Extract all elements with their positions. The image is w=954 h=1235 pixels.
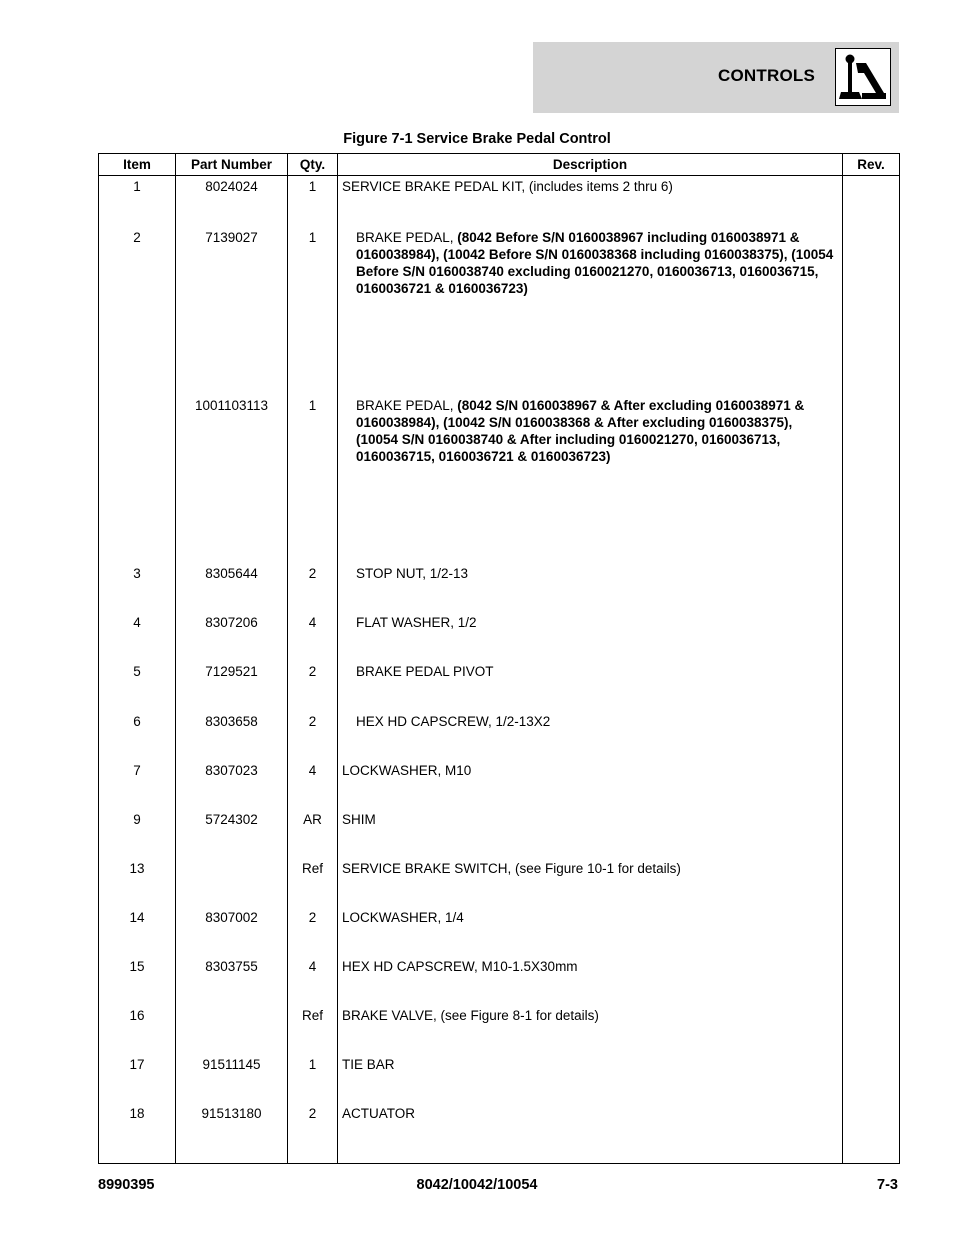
description-text: STOP NUT, 1/2-13 [356, 566, 469, 582]
cell-rev [843, 908, 900, 957]
cell-qty: 2 [288, 1104, 338, 1153]
description-serial-range: (8042 Before S/N 0160038967 including 0160038971 & 0160038984), (10042 Before S/N 0160038368 including 0160038375), (10054 Before S/N 0160038740 excluding 0160021270, 0160036713, 0160036715, 0160036721 & 0160036723) [356, 230, 834, 297]
cell-rev [843, 761, 900, 810]
cell-rev [843, 613, 900, 662]
cell-part-number: 1001103113 [176, 396, 288, 564]
cell-rev [843, 396, 900, 564]
table-row [99, 564, 900, 613]
table-row [99, 712, 900, 761]
section-title: CONTROLS [718, 66, 815, 85]
cell-item: 4 [99, 613, 176, 662]
cell-description [338, 176, 843, 229]
description-text: HEX HD CAPSCREW, M10-1.5X30mm [342, 958, 578, 974]
description-text: LOCKWASHER, M10 [342, 762, 472, 778]
description-text: LOCKWASHER, 1/4 [342, 909, 464, 925]
table-row [99, 1055, 900, 1104]
cell-rev [843, 1104, 900, 1153]
figure-title: Figure 7-1 Service Brake Pedal Control [343, 131, 611, 147]
footer-models: 8042/10042/10054 [416, 1177, 538, 1193]
table-row [99, 859, 900, 908]
table-row [99, 228, 900, 396]
cell-part-number: 91511145 [176, 1055, 288, 1104]
cell-item: 5 [99, 662, 176, 711]
table-row [99, 176, 900, 229]
cell-part-number: 8303755 [176, 957, 288, 1006]
cell-part-number: 7129521 [176, 662, 288, 711]
table-row [99, 1006, 900, 1055]
cell-part-number: 8307023 [176, 761, 288, 810]
cell-item: 6 [99, 712, 176, 761]
cell-rev [843, 176, 900, 229]
cell-qty: 4 [288, 613, 338, 662]
cell-qty: 2 [288, 712, 338, 761]
cell-qty: 2 [288, 908, 338, 957]
cell-description [338, 712, 843, 761]
table-row [99, 662, 900, 711]
table-row [99, 396, 900, 564]
description-text: SERVICE BRAKE SWITCH, (see Figure 10-1 for details) [342, 860, 681, 876]
cell-part-number [176, 859, 288, 908]
cell-qty: 1 [288, 176, 338, 229]
cell-rev [843, 228, 900, 396]
cell-rev [843, 810, 900, 859]
cell-qty: 1 [288, 1055, 338, 1104]
cell-description [338, 859, 843, 908]
cell-item: 1 [99, 176, 176, 229]
filler-cell [99, 1153, 176, 1164]
cell-description [338, 1055, 843, 1104]
filler-cell [288, 1153, 338, 1164]
cell-description [338, 957, 843, 1006]
cell-description [338, 228, 843, 396]
cell-part-number: 8307206 [176, 613, 288, 662]
joystick-lever-icon [835, 48, 891, 106]
cell-qty: 1 [288, 396, 338, 564]
column-header-part-number: Part Number [176, 154, 288, 176]
cell-part-number: 8024024 [176, 176, 288, 229]
description-text: FLAT WASHER, 1/2 [356, 615, 477, 631]
description-text: BRAKE PEDAL PIVOT [356, 664, 494, 680]
cell-item: 14 [99, 908, 176, 957]
table-row [99, 908, 900, 957]
table-header-row [99, 154, 900, 176]
description-text: ACTUATOR [342, 1105, 416, 1121]
cell-qty: 2 [288, 662, 338, 711]
section-header [533, 42, 899, 113]
filler-cell [176, 1153, 288, 1164]
description-text: HEX HD CAPSCREW, 1/2-13X2 [356, 713, 551, 729]
cell-description [338, 396, 843, 564]
description-text: BRAKE PEDAL, [356, 398, 458, 414]
description-serial-range: (8042 S/N 0160038967 & After excluding 0160038971 & 0160038984), (10042 S/N 0160038368 & After excluding 0160038375), (10054 S/N 0160038740 & After including 0160021270, 0160036713, 0160036715, 0160036721 & 0160036723) [356, 398, 805, 465]
cell-description [338, 908, 843, 957]
cell-qty: Ref [288, 859, 338, 908]
cell-description [338, 662, 843, 711]
cell-item: 13 [99, 859, 176, 908]
cell-qty: 2 [288, 564, 338, 613]
cell-qty: 4 [288, 761, 338, 810]
cell-rev [843, 957, 900, 1006]
cell-item: 16 [99, 1006, 176, 1055]
parts-table [98, 153, 900, 1164]
cell-part-number: 8305644 [176, 564, 288, 613]
cell-description [338, 1006, 843, 1055]
cell-qty: Ref [288, 1006, 338, 1055]
cell-qty: 1 [288, 228, 338, 396]
cell-item: 15 [99, 957, 176, 1006]
description-text: BRAKE PEDAL, [356, 230, 458, 246]
table-row [99, 761, 900, 810]
footer-page-number: 7-3 [877, 1177, 898, 1193]
description-text: SERVICE BRAKE PEDAL KIT, (includes items 2 thru 6) [342, 179, 673, 194]
cell-item: 7 [99, 761, 176, 810]
filler-cell [843, 1153, 900, 1164]
column-header-description: Description [338, 154, 843, 176]
table-filler-row [99, 1153, 900, 1164]
table-row [99, 613, 900, 662]
cell-rev [843, 564, 900, 613]
description-text: BRAKE VALVE, (see Figure 8-1 for details) [342, 1007, 599, 1023]
filler-cell [338, 1153, 843, 1164]
column-header-rev: Rev. [843, 154, 900, 176]
column-header-item: Item [99, 154, 176, 176]
column-header-qty: Qty. [288, 154, 338, 176]
cell-part-number: 8307002 [176, 908, 288, 957]
cell-item: 3 [99, 564, 176, 613]
cell-part-number: 8303658 [176, 712, 288, 761]
cell-item: 9 [99, 810, 176, 859]
cell-description [338, 613, 843, 662]
cell-description [338, 810, 843, 859]
cell-qty: AR [288, 810, 338, 859]
cell-description [338, 564, 843, 613]
description-text: TIE BAR [342, 1056, 395, 1072]
cell-rev [843, 712, 900, 761]
cell-part-number: 5724302 [176, 810, 288, 859]
table-row [99, 1104, 900, 1153]
cell-part-number [176, 1006, 288, 1055]
table-row [99, 810, 900, 859]
cell-description [338, 1104, 843, 1153]
cell-item: 2 [99, 228, 176, 396]
cell-item: 17 [99, 1055, 176, 1104]
parts-table-body [99, 176, 900, 1164]
cell-rev [843, 859, 900, 908]
cell-part-number: 7139027 [176, 228, 288, 396]
table-row [99, 957, 900, 1006]
cell-item [99, 396, 176, 564]
cell-rev [843, 1055, 900, 1104]
cell-rev [843, 1006, 900, 1055]
cell-qty: 4 [288, 957, 338, 1006]
cell-item: 18 [99, 1104, 176, 1153]
cell-rev [843, 662, 900, 711]
cell-part-number: 91513180 [176, 1104, 288, 1153]
cell-description [338, 761, 843, 810]
description-text: SHIM [342, 811, 376, 827]
footer-doc-number: 8990395 [98, 1177, 155, 1193]
